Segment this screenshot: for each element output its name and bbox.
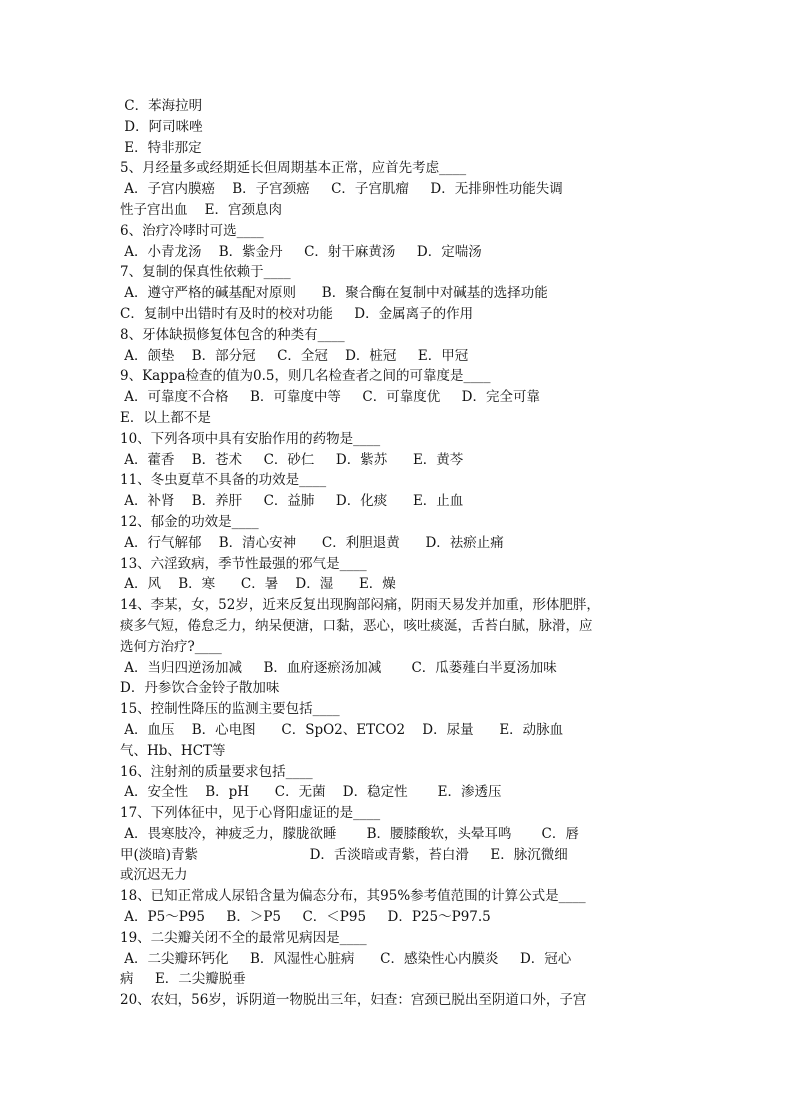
question-line: 15、控制性降压的监测主要包括____ (120, 701, 340, 718)
question-line: 痰多气短，倦怠乏力，纳呆便溏，口黏，恶心，咳吐痰涎，舌苔白腻，脉滑，应 (120, 617, 593, 634)
option-line: 气、Hb、HCT等 (120, 742, 226, 759)
option-line: A．血压 B．心电图 C．SpO2、ETCO2 D．尿量 E．动脉血 (120, 721, 564, 738)
document-page (120, 96, 676, 1011)
question-line: 14、李某，女，52岁，近来反复出现胸部闷痛，阴雨天易发并加重，形体肥胖， (120, 597, 600, 614)
option-line: A．风 B．寒 C．暑 D．湿 E．燥 (120, 576, 396, 593)
option-line: A．藿香 B．苍术 C．砂仁 D．紫苏 E．黄芩 (120, 451, 464, 468)
question-line: 19、二尖瓣关闭不全的最常见病因是____ (120, 929, 367, 946)
question-line: 选何方治疗?____ (120, 638, 222, 655)
text-line: E．特非那定 (120, 139, 202, 156)
question-line: 8、牙体缺损修复体包含的种类有____ (120, 326, 345, 343)
question-line: 20、农妇，56岁，诉阴道一物脱出三年，妇查：宫颈已脱出至阴道口外，子宫 (120, 992, 587, 1009)
option-line: 甲(淡暗)青紫 D．舌淡暗或青紫，苔白滑 E．脉沉微细 (120, 846, 568, 863)
option-line: A．行气解郁 B．清心安神 C．利胆退黄 D．祛瘀止痛 (120, 534, 504, 551)
option-line: 或沉迟无力 (120, 867, 188, 884)
option-line: A．子宫内膜癌 B．子宫颈癌 C．子宫肌瘤 D．无排卵性功能失调 (120, 181, 563, 198)
question-line: 10、下列各项中具有安胎作用的药物是____ (120, 430, 381, 447)
option-line: D．丹参饮合金铃子散加味 (120, 680, 280, 697)
option-line: A．P5～P95 B．＞P5 C．＜P95 D．P25～P97.5 (120, 909, 491, 926)
question-line: 13、六淫致病，季节性最强的邪气是____ (120, 555, 367, 572)
question-line: 6、治疗冷哮时可选____ (120, 222, 264, 239)
question-line: 7、复制的保真性依赖于____ (120, 264, 291, 281)
option-line: 性子宫出血 E．宫颈息肉 (120, 201, 283, 218)
text-line: C．苯海拉明 (120, 98, 203, 114)
option-line: A．小青龙汤 B．紫金丹 C．射干麻黄汤 D．定喘汤 (120, 243, 482, 260)
option-line: A．当归四逆汤加减 B．血府逐瘀汤加减 C．瓜蒌薤白半夏汤加味 (120, 659, 557, 676)
option-line: A．可靠度不合格 B．可靠度中等 C．可靠度优 D．完全可靠 (120, 389, 540, 406)
option-line: A．畏寒肢冷，神疲乏力，朦胧欲睡 B．腰膝酸软，头晕耳鸣 C．唇 (120, 825, 579, 842)
option-line: E．以上都不是 (120, 409, 211, 426)
question-line: 9、Kappa检查的值为0.5，则几名检查者之间的可靠度是____ (120, 368, 491, 385)
question-line: 11、冬虫夏草不具备的功效是____ (120, 472, 327, 489)
question-line: 12、郁金的功效是____ (120, 513, 259, 530)
option-line: A．遵守严格的碱基配对原则 B．聚合酶在复制中对碱基的选择功能 (120, 285, 548, 302)
text-line: D．阿司咪唑 (120, 118, 203, 135)
question-line: 16、注射剂的质量要求包括____ (120, 763, 313, 780)
option-line: 病 E．二尖瓣脱垂 (120, 971, 246, 988)
option-line: C．复制中出错时有及时的校对功能 D．金属离子的作用 (120, 305, 474, 322)
option-line: A．安全性 B．pH C．无菌 D．稳定性 E．渗透压 (120, 784, 502, 801)
option-line: A．二尖瓣环钙化 B．风湿性心脏病 C．感染性心内膜炎 D．冠心 (120, 950, 572, 967)
question-line: 17、下列体征中，见于心肾阳虚证的是____ (120, 805, 381, 822)
option-line: A．补肾 B．养肝 C．益肺 D．化痰 E．止血 (120, 493, 464, 510)
question-line: 18、已知正常成人尿铅含量为偏态分布，其95%参考值范围的计算公式是____ (120, 888, 586, 905)
question-line: 5、月经量多或经期延长但周期基本正常，应首先考虑____ (120, 160, 467, 177)
option-line: A．颌垫 B．部分冠 C．全冠 D．桩冠 E．甲冠 (120, 347, 469, 364)
